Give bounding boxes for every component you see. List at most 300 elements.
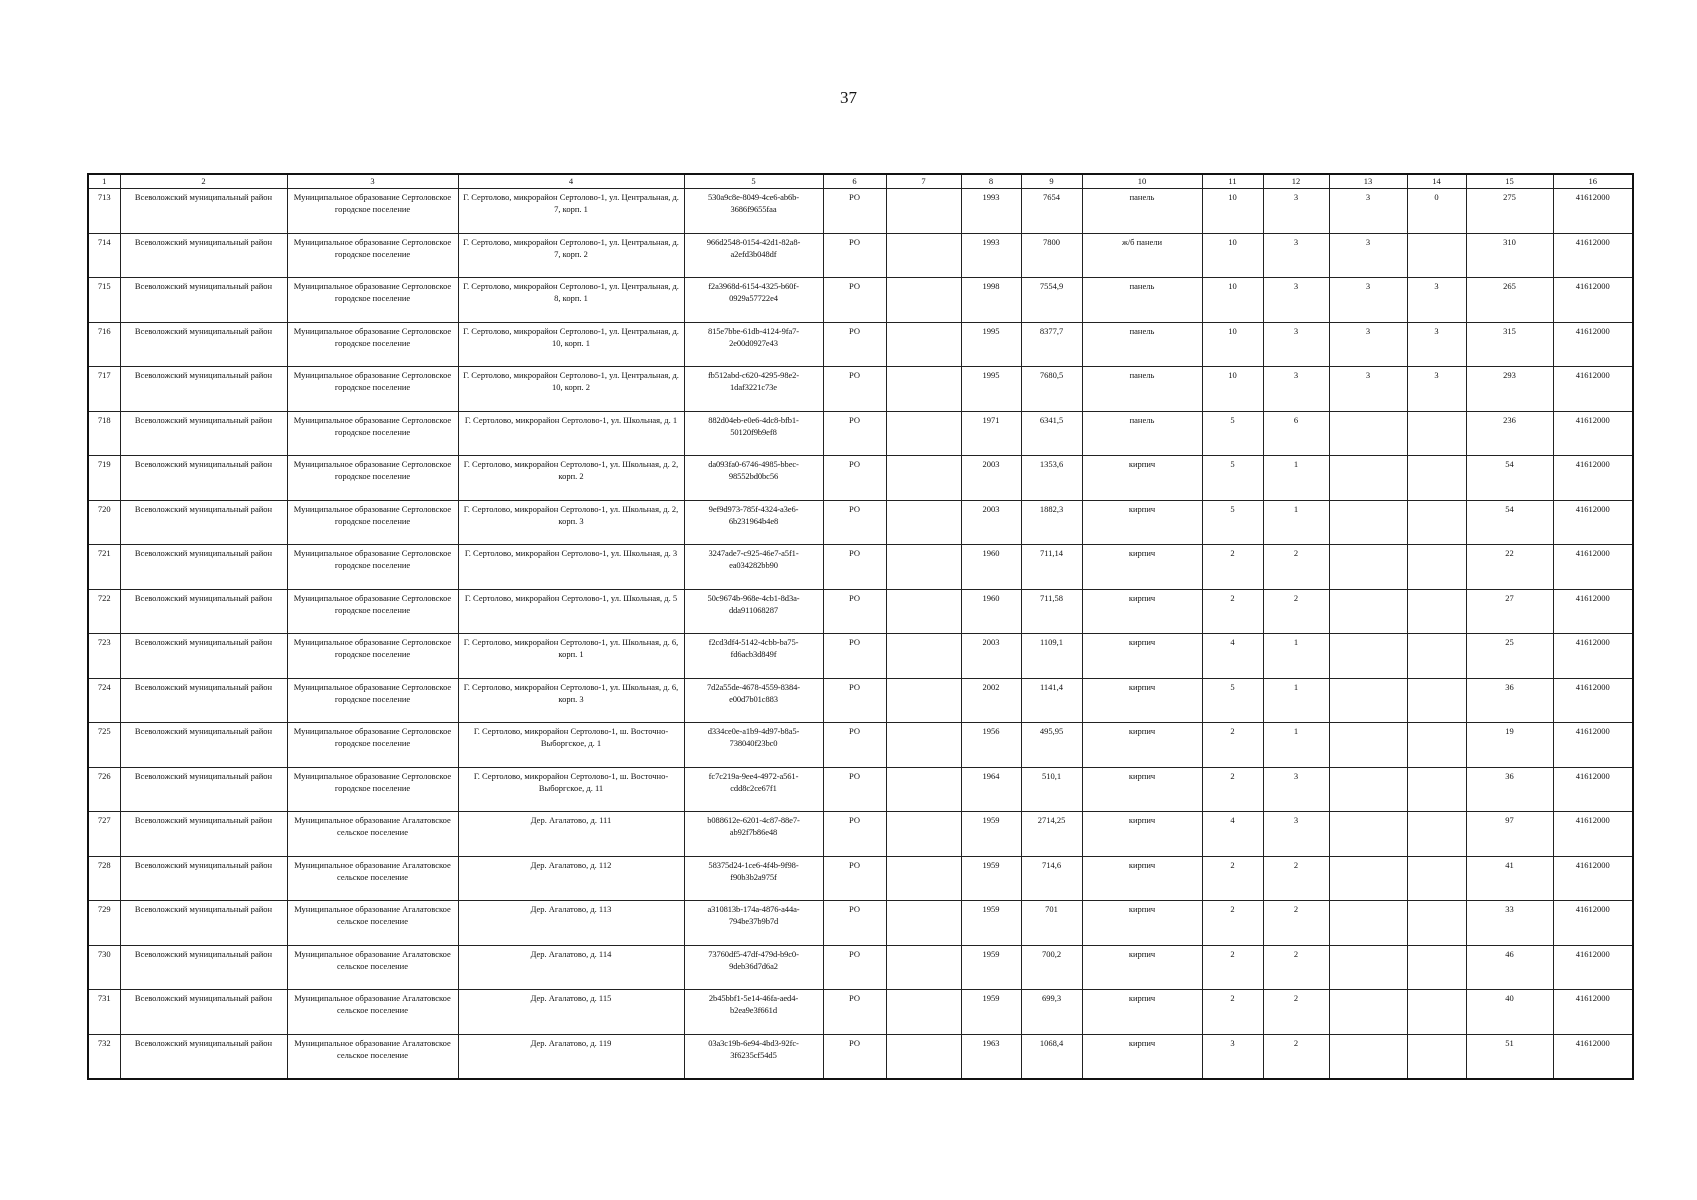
cell-row-number: 715: [88, 278, 120, 323]
cell-residents: 51: [1466, 1034, 1553, 1079]
cell-oktmo-code: 41612000: [1553, 767, 1633, 812]
cell-row-number: 720: [88, 500, 120, 545]
cell-row-number: 725: [88, 723, 120, 768]
cell-entrances: 2: [1263, 589, 1329, 634]
cell-col-14: [1407, 634, 1466, 679]
cell-oktmo-code: 41612000: [1553, 945, 1633, 990]
table-row: [88, 233, 1633, 278]
cell-address: Дер. Агалатово, д. 113: [458, 901, 684, 946]
cell-col-14: [1407, 589, 1466, 634]
cell-col-7: [886, 812, 961, 857]
cell-address: Г. Сертолово, микрорайон Сертолово-1, ул. Центральная, д. 10, корп. 1: [458, 322, 684, 367]
cell-wall-material: кирпич: [1082, 812, 1202, 857]
cell-entrances: 1: [1263, 723, 1329, 768]
column-header-7: 7: [886, 174, 961, 189]
cell-district: Всеволожский муниципальный район: [120, 1034, 287, 1079]
cell-entrances: 3: [1263, 322, 1329, 367]
cell-house-guid: f2cd3df4-5142-4cbb-ba75-fd6acb3d849f: [684, 634, 823, 679]
cell-year-built: 1960: [961, 589, 1021, 634]
cell-municipality: Муниципальное образование Сертоловское городское поселение: [287, 411, 458, 456]
cell-total-area: 2714,25: [1021, 812, 1082, 857]
table-row: [88, 278, 1633, 323]
column-header-6: 6: [823, 174, 886, 189]
cell-row-number: 727: [88, 812, 120, 857]
cell-year-built: 1964: [961, 767, 1021, 812]
cell-entrances: 3: [1263, 767, 1329, 812]
cell-total-area: 700,2: [1021, 945, 1082, 990]
cell-house-guid: 73760df5-47df-479d-b9c0-9deb36d7d6a2: [684, 945, 823, 990]
column-header-16: 16: [1553, 174, 1633, 189]
cell-year-built: 1959: [961, 812, 1021, 857]
cell-floors: 10: [1202, 278, 1263, 323]
cell-residents: 54: [1466, 456, 1553, 501]
cell-year-built: 1993: [961, 233, 1021, 278]
cell-wall-material: кирпич: [1082, 990, 1202, 1035]
cell-col-7: [886, 278, 961, 323]
cell-address: Дер. Агалатово, д. 119: [458, 1034, 684, 1079]
cell-house-guid: 882d04eb-e0e6-4dc8-bfb1-50120f9b9ef8: [684, 411, 823, 456]
cell-year-built: 1963: [961, 1034, 1021, 1079]
cell-address: Г. Сертолово, микрорайон Сертолово-1, ул. Школьная, д. 6, корп. 1: [458, 634, 684, 679]
cell-residents: 27: [1466, 589, 1553, 634]
cell-total-area: 1141,4: [1021, 678, 1082, 723]
table-row: [88, 322, 1633, 367]
column-header-2: 2: [120, 174, 287, 189]
cell-floors: 10: [1202, 367, 1263, 412]
column-header-8: 8: [961, 174, 1021, 189]
cell-oktmo-code: 41612000: [1553, 634, 1633, 679]
cell-col-7: [886, 589, 961, 634]
cell-col-13: 3: [1329, 233, 1407, 278]
cell-residents: 97: [1466, 812, 1553, 857]
cell-house-guid: 7d2a55de-4678-4559-8384-e00d7b01c883: [684, 678, 823, 723]
cell-entrances: 3: [1263, 278, 1329, 323]
cell-row-number: 717: [88, 367, 120, 412]
cell-floors: 2: [1202, 545, 1263, 590]
cell-row-number: 729: [88, 901, 120, 946]
cell-col-13: [1329, 411, 1407, 456]
cell-oktmo-code: 41612000: [1553, 233, 1633, 278]
table-row: [88, 723, 1633, 768]
cell-entrances: 2: [1263, 990, 1329, 1035]
cell-house-guid: fc7c219a-9ee4-4972-a561-cdd8c2ce67f1: [684, 767, 823, 812]
cell-row-number: 722: [88, 589, 120, 634]
cell-col-7: [886, 500, 961, 545]
cell-residents: 275: [1466, 189, 1553, 234]
cell-entrances: 3: [1263, 812, 1329, 857]
cell-col-7: [886, 678, 961, 723]
cell-address: Дер. Агалатово, д. 115: [458, 990, 684, 1035]
cell-total-area: 711,58: [1021, 589, 1082, 634]
table-row: [88, 189, 1633, 234]
column-header-3: 3: [287, 174, 458, 189]
cell-form-code: РО: [823, 990, 886, 1035]
cell-form-code: РО: [823, 411, 886, 456]
column-header-11: 11: [1202, 174, 1263, 189]
cell-district: Всеволожский муниципальный район: [120, 634, 287, 679]
cell-wall-material: кирпич: [1082, 545, 1202, 590]
cell-col-13: 3: [1329, 278, 1407, 323]
cell-year-built: 1959: [961, 945, 1021, 990]
cell-form-code: РО: [823, 545, 886, 590]
cell-year-built: 1956: [961, 723, 1021, 768]
cell-wall-material: кирпич: [1082, 634, 1202, 679]
cell-form-code: РО: [823, 945, 886, 990]
column-header-5: 5: [684, 174, 823, 189]
cell-total-area: 711,14: [1021, 545, 1082, 590]
cell-oktmo-code: 41612000: [1553, 278, 1633, 323]
cell-house-guid: f2a3968d-6154-4325-b60f-0929a57722e4: [684, 278, 823, 323]
cell-municipality: Муниципальное образование Агалатовское сельское поселение: [287, 945, 458, 990]
cell-col-13: [1329, 990, 1407, 1035]
cell-residents: 25: [1466, 634, 1553, 679]
cell-oktmo-code: 41612000: [1553, 678, 1633, 723]
cell-wall-material: кирпич: [1082, 456, 1202, 501]
cell-oktmo-code: 41612000: [1553, 189, 1633, 234]
cell-year-built: 1993: [961, 189, 1021, 234]
cell-total-area: 1109,1: [1021, 634, 1082, 679]
header-row: [88, 174, 1633, 189]
cell-col-14: [1407, 812, 1466, 857]
cell-oktmo-code: 41612000: [1553, 411, 1633, 456]
cell-entrances: 3: [1263, 189, 1329, 234]
cell-oktmo-code: 41612000: [1553, 456, 1633, 501]
cell-district: Всеволожский муниципальный район: [120, 589, 287, 634]
cell-year-built: 1959: [961, 901, 1021, 946]
cell-municipality: Муниципальное образование Сертоловское городское поселение: [287, 322, 458, 367]
cell-district: Всеволожский муниципальный район: [120, 278, 287, 323]
cell-wall-material: ж/б панели: [1082, 233, 1202, 278]
cell-floors: 2: [1202, 767, 1263, 812]
cell-district: Всеволожский муниципальный район: [120, 723, 287, 768]
cell-form-code: РО: [823, 367, 886, 412]
table-row: [88, 945, 1633, 990]
cell-row-number: 718: [88, 411, 120, 456]
cell-municipality: Муниципальное образование Сертоловское городское поселение: [287, 233, 458, 278]
cell-residents: 36: [1466, 767, 1553, 812]
cell-oktmo-code: 41612000: [1553, 723, 1633, 768]
cell-col-14: [1407, 767, 1466, 812]
cell-year-built: 1959: [961, 856, 1021, 901]
cell-wall-material: кирпич: [1082, 945, 1202, 990]
cell-house-guid: 50c9674b-968e-4cb1-8d3a-dda911068287: [684, 589, 823, 634]
cell-form-code: РО: [823, 723, 886, 768]
cell-address: Г. Сертолово, микрорайон Сертолово-1, ул. Центральная, д. 8, корп. 1: [458, 278, 684, 323]
cell-entrances: 2: [1263, 1034, 1329, 1079]
cell-wall-material: кирпич: [1082, 1034, 1202, 1079]
cell-house-guid: fb512abd-c620-4295-98e2-1daf3221c73e: [684, 367, 823, 412]
cell-wall-material: кирпич: [1082, 856, 1202, 901]
cell-row-number: 723: [88, 634, 120, 679]
cell-col-7: [886, 901, 961, 946]
cell-address: Г. Сертолово, микрорайон Сертолово-1, ул. Школьная, д. 1: [458, 411, 684, 456]
cell-total-area: 1882,3: [1021, 500, 1082, 545]
cell-house-guid: 58375d24-1ce6-4f4b-9f98-f90b3b2a975f: [684, 856, 823, 901]
cell-total-area: 1353,6: [1021, 456, 1082, 501]
cell-floors: 3: [1202, 1034, 1263, 1079]
cell-wall-material: кирпич: [1082, 723, 1202, 768]
cell-col-13: [1329, 767, 1407, 812]
cell-residents: 33: [1466, 901, 1553, 946]
cell-col-13: [1329, 500, 1407, 545]
cell-entrances: 2: [1263, 901, 1329, 946]
cell-house-guid: 966d2548-0154-42d1-82a8-a2efd3b048df: [684, 233, 823, 278]
cell-district: Всеволожский муниципальный район: [120, 500, 287, 545]
cell-form-code: РО: [823, 634, 886, 679]
cell-total-area: 6341,5: [1021, 411, 1082, 456]
cell-year-built: 2002: [961, 678, 1021, 723]
column-header-4: 4: [458, 174, 684, 189]
cell-row-number: 716: [88, 322, 120, 367]
cell-col-14: 3: [1407, 278, 1466, 323]
cell-district: Всеволожский муниципальный район: [120, 678, 287, 723]
cell-row-number: 721: [88, 545, 120, 590]
cell-district: Всеволожский муниципальный район: [120, 367, 287, 412]
cell-district: Всеволожский муниципальный район: [120, 945, 287, 990]
cell-floors: 2: [1202, 901, 1263, 946]
table-row: [88, 411, 1633, 456]
cell-house-guid: a310813b-174a-4876-a44a-794be37b9b7d: [684, 901, 823, 946]
cell-house-guid: 3247ade7-c925-46e7-a5f1-ea034282bb90: [684, 545, 823, 590]
cell-address: Г. Сертолово, микрорайон Сертолово-1, ш. Восточно-Выборгское, д. 1: [458, 723, 684, 768]
cell-col-7: [886, 856, 961, 901]
cell-entrances: 2: [1263, 945, 1329, 990]
cell-total-area: 7800: [1021, 233, 1082, 278]
cell-col-14: [1407, 1034, 1466, 1079]
cell-entrances: 3: [1263, 233, 1329, 278]
cell-house-guid: da093fa0-6746-4985-bbec-98552bd0bc56: [684, 456, 823, 501]
column-header-13: 13: [1329, 174, 1407, 189]
cell-district: Всеволожский муниципальный район: [120, 411, 287, 456]
cell-year-built: 2003: [961, 456, 1021, 501]
cell-total-area: 1068,4: [1021, 1034, 1082, 1079]
cell-oktmo-code: 41612000: [1553, 322, 1633, 367]
cell-row-number: 719: [88, 456, 120, 501]
cell-year-built: 1971: [961, 411, 1021, 456]
cell-total-area: 7680,5: [1021, 367, 1082, 412]
cell-residents: 40: [1466, 990, 1553, 1035]
cell-wall-material: панель: [1082, 367, 1202, 412]
cell-total-area: 701: [1021, 901, 1082, 946]
table-row: [88, 456, 1633, 501]
cell-col-7: [886, 545, 961, 590]
cell-house-guid: 815e7bbe-61db-4124-9fa7-2e00d0927e43: [684, 322, 823, 367]
cell-year-built: 1959: [961, 990, 1021, 1035]
cell-house-guid: 9ef9d973-785f-4324-a3e6-6b231964b4e8: [684, 500, 823, 545]
cell-residents: 54: [1466, 500, 1553, 545]
cell-col-7: [886, 1034, 961, 1079]
cell-wall-material: кирпич: [1082, 500, 1202, 545]
cell-district: Всеволожский муниципальный район: [120, 901, 287, 946]
cell-address: Дер. Агалатово, д. 114: [458, 945, 684, 990]
cell-year-built: 1995: [961, 322, 1021, 367]
cell-col-13: [1329, 545, 1407, 590]
column-header-9: 9: [1021, 174, 1082, 189]
cell-total-area: 699,3: [1021, 990, 1082, 1035]
cell-col-13: [1329, 634, 1407, 679]
cell-municipality: Муниципальное образование Сертоловское городское поселение: [287, 456, 458, 501]
column-header-12: 12: [1263, 174, 1329, 189]
cell-col-13: [1329, 901, 1407, 946]
cell-form-code: РО: [823, 322, 886, 367]
cell-residents: 315: [1466, 322, 1553, 367]
cell-residents: 293: [1466, 367, 1553, 412]
table-row: [88, 901, 1633, 946]
cell-wall-material: панель: [1082, 189, 1202, 234]
cell-col-13: 3: [1329, 367, 1407, 412]
cell-col-7: [886, 233, 961, 278]
cell-municipality: Муниципальное образование Агалатовское сельское поселение: [287, 856, 458, 901]
cell-address: Г. Сертолово, микрорайон Сертолово-1, ул. Центральная, д. 10, корп. 2: [458, 367, 684, 412]
cell-district: Всеволожский муниципальный район: [120, 233, 287, 278]
table-row: [88, 589, 1633, 634]
cell-address: Дер. Агалатово, д. 111: [458, 812, 684, 857]
cell-col-7: [886, 767, 961, 812]
cell-form-code: РО: [823, 589, 886, 634]
cell-municipality: Муниципальное образование Сертоловское городское поселение: [287, 367, 458, 412]
cell-row-number: 731: [88, 990, 120, 1035]
cell-form-code: РО: [823, 500, 886, 545]
table-row: [88, 1034, 1633, 1079]
cell-col-14: [1407, 678, 1466, 723]
cell-district: Всеволожский муниципальный район: [120, 856, 287, 901]
cell-oktmo-code: 41612000: [1553, 500, 1633, 545]
cell-oktmo-code: 41612000: [1553, 367, 1633, 412]
cell-address: Г. Сертолово, микрорайон Сертолово-1, ш. Восточно-Выборгское, д. 11: [458, 767, 684, 812]
cell-form-code: РО: [823, 456, 886, 501]
cell-district: Всеволожский муниципальный район: [120, 322, 287, 367]
cell-address: Г. Сертолово, микрорайон Сертолово-1, ул. Школьная, д. 5: [458, 589, 684, 634]
cell-municipality: Муниципальное образование Агалатовское сельское поселение: [287, 990, 458, 1035]
cell-entrances: 1: [1263, 678, 1329, 723]
cell-row-number: 714: [88, 233, 120, 278]
table-row: [88, 545, 1633, 590]
cell-col-7: [886, 367, 961, 412]
cell-col-13: [1329, 812, 1407, 857]
cell-total-area: 7554,9: [1021, 278, 1082, 323]
cell-municipality: Муниципальное образование Сертоловское городское поселение: [287, 634, 458, 679]
column-header-10: 10: [1082, 174, 1202, 189]
cell-col-7: [886, 945, 961, 990]
cell-address: Г. Сертолово, микрорайон Сертолово-1, ул. Центральная, д. 7, корп. 1: [458, 189, 684, 234]
cell-wall-material: панель: [1082, 411, 1202, 456]
page-number: 37: [840, 88, 857, 107]
cell-municipality: Муниципальное образование Агалатовское сельское поселение: [287, 812, 458, 857]
cell-form-code: РО: [823, 1034, 886, 1079]
cell-col-7: [886, 456, 961, 501]
cell-year-built: 1995: [961, 367, 1021, 412]
cell-col-14: 0: [1407, 189, 1466, 234]
cell-floors: 2: [1202, 990, 1263, 1035]
cell-district: Всеволожский муниципальный район: [120, 812, 287, 857]
cell-municipality: Муниципальное образование Агалатовское сельское поселение: [287, 901, 458, 946]
cell-entrances: 3: [1263, 367, 1329, 412]
cell-oktmo-code: 41612000: [1553, 856, 1633, 901]
cell-wall-material: кирпич: [1082, 767, 1202, 812]
cell-total-area: 8377,7: [1021, 322, 1082, 367]
table-row: [88, 812, 1633, 857]
cell-year-built: 2003: [961, 500, 1021, 545]
cell-col-7: [886, 634, 961, 679]
cell-col-7: [886, 990, 961, 1035]
cell-residents: 310: [1466, 233, 1553, 278]
cell-entrances: 2: [1263, 545, 1329, 590]
cell-municipality: Муниципальное образование Сертоловское городское поселение: [287, 767, 458, 812]
cell-floors: 4: [1202, 634, 1263, 679]
cell-oktmo-code: 41612000: [1553, 1034, 1633, 1079]
cell-total-area: 7654: [1021, 189, 1082, 234]
cell-form-code: РО: [823, 233, 886, 278]
cell-floors: 2: [1202, 723, 1263, 768]
cell-residents: 236: [1466, 411, 1553, 456]
cell-municipality: Муниципальное образование Сертоловское городское поселение: [287, 189, 458, 234]
cell-district: Всеволожский муниципальный район: [120, 990, 287, 1035]
cell-oktmo-code: 41612000: [1553, 901, 1633, 946]
cell-col-13: [1329, 589, 1407, 634]
column-header-15: 15: [1466, 174, 1553, 189]
cell-municipality: Муниципальное образование Сертоловское городское поселение: [287, 545, 458, 590]
cell-wall-material: панель: [1082, 278, 1202, 323]
cell-form-code: РО: [823, 901, 886, 946]
cell-house-guid: d334ce0e-a1b9-4d97-b8a5-738040f23bc0: [684, 723, 823, 768]
table-row: [88, 856, 1633, 901]
cell-col-14: [1407, 411, 1466, 456]
cell-total-area: 510,1: [1021, 767, 1082, 812]
cell-residents: 41: [1466, 856, 1553, 901]
cell-municipality: Муниципальное образование Сертоловское городское поселение: [287, 589, 458, 634]
table-body: [88, 189, 1633, 1079]
cell-entrances: 2: [1263, 856, 1329, 901]
cell-col-13: [1329, 945, 1407, 990]
cell-floors: 4: [1202, 812, 1263, 857]
cell-row-number: 730: [88, 945, 120, 990]
cell-address: Дер. Агалатово, д. 112: [458, 856, 684, 901]
table-row: [88, 634, 1633, 679]
cell-floors: 10: [1202, 233, 1263, 278]
cell-residents: 22: [1466, 545, 1553, 590]
cell-col-13: [1329, 456, 1407, 501]
cell-residents: 46: [1466, 945, 1553, 990]
cell-district: Всеволожский муниципальный район: [120, 767, 287, 812]
cell-col-14: [1407, 723, 1466, 768]
cell-col-7: [886, 322, 961, 367]
housing-registry-table: [87, 173, 1634, 1080]
cell-district: Всеволожский муниципальный район: [120, 456, 287, 501]
cell-residents: 265: [1466, 278, 1553, 323]
cell-row-number: 728: [88, 856, 120, 901]
cell-row-number: 724: [88, 678, 120, 723]
cell-col-13: [1329, 678, 1407, 723]
cell-address: Г. Сертолово, микрорайон Сертолово-1, ул. Школьная, д. 2, корп. 2: [458, 456, 684, 501]
cell-floors: 5: [1202, 411, 1263, 456]
column-header-14: 14: [1407, 174, 1466, 189]
cell-residents: 36: [1466, 678, 1553, 723]
cell-floors: 10: [1202, 322, 1263, 367]
cell-form-code: РО: [823, 678, 886, 723]
cell-col-14: [1407, 233, 1466, 278]
cell-municipality: Муниципальное образование Сертоловское городское поселение: [287, 500, 458, 545]
cell-form-code: РО: [823, 189, 886, 234]
cell-floors: 5: [1202, 500, 1263, 545]
table-row: [88, 678, 1633, 723]
cell-house-guid: 03a3c19b-6e94-4bd3-92fc-3f6235cf54d5: [684, 1034, 823, 1079]
cell-oktmo-code: 41612000: [1553, 990, 1633, 1035]
cell-wall-material: кирпич: [1082, 901, 1202, 946]
cell-year-built: 1998: [961, 278, 1021, 323]
cell-oktmo-code: 41612000: [1553, 545, 1633, 590]
table-row: [88, 367, 1633, 412]
cell-entrances: 6: [1263, 411, 1329, 456]
